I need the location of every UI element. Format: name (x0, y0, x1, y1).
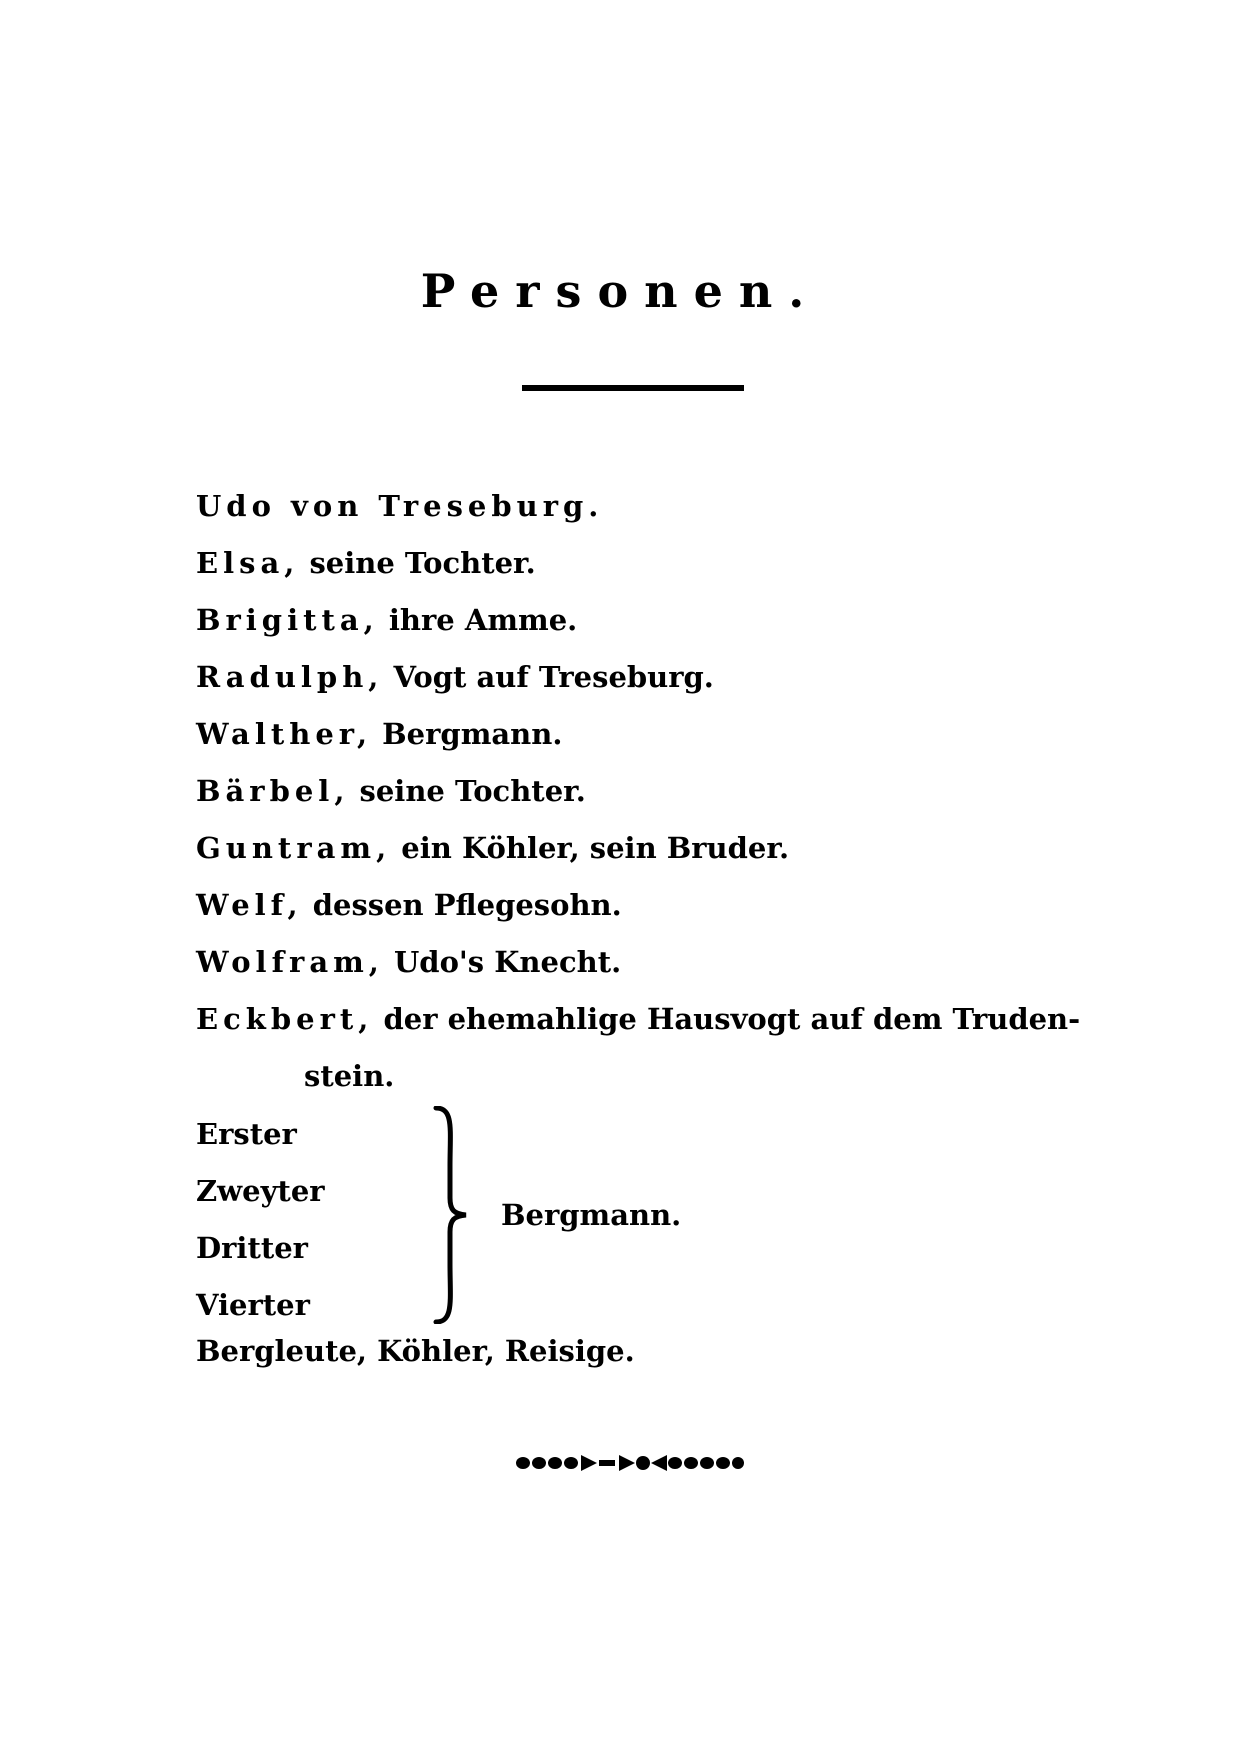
character-role: seine Tochter. (309, 546, 536, 580)
miner-ordinal: Dritter (196, 1231, 308, 1265)
miners-group (196, 1106, 896, 1334)
character-name: Eckbert, (196, 1002, 374, 1036)
character-role: Udo's Knecht. (394, 945, 622, 979)
miner-ordinal: Zweyter (196, 1174, 325, 1208)
character-entry (196, 877, 1096, 934)
character-entry (196, 706, 1096, 763)
extras-line: Bergleute, Köhler, Reisige. (196, 1334, 635, 1368)
character-entry (196, 991, 1096, 1048)
character-entry (196, 820, 1096, 877)
character-role: Vogt auf Treseburg. (393, 660, 714, 694)
character-entry (196, 535, 1096, 592)
character-entry (196, 592, 1096, 649)
character-role: Bergmann. (382, 717, 563, 751)
miner-ordinal: Erster (196, 1117, 297, 1151)
miners-list (196, 1106, 325, 1334)
character-entry (196, 649, 1096, 706)
character-name: Radulph, (196, 660, 384, 694)
character-name: Guntram, (196, 831, 392, 865)
character-entry (196, 478, 1096, 535)
character-role: ein Köhler, sein Bruder. (401, 831, 790, 865)
character-role: der ehemahlige Hausvogt auf dem Truden- (383, 1002, 1081, 1036)
miners-group-label: Bergmann. (501, 1198, 682, 1232)
character-list (196, 478, 1096, 1105)
character-name: Elsa, (196, 546, 300, 580)
character-entry (196, 763, 1096, 820)
character-name: Bärbel, (196, 774, 350, 808)
character-name: Welf, (196, 888, 303, 922)
character-entry-continuation: stein. (304, 1059, 395, 1093)
character-name: Walther, (196, 717, 373, 751)
page-title: Personen. (420, 264, 821, 318)
character-name: Brigitta, (196, 603, 379, 637)
character-entry (196, 934, 1096, 991)
character-name: Wolfram, (196, 945, 384, 979)
curly-brace-icon (432, 1106, 472, 1324)
character-role: dessen Pflegesohn. (312, 888, 622, 922)
title-rule (522, 385, 744, 391)
miner-ordinal: Vierter (196, 1288, 310, 1322)
character-name: Udo von Treseburg. (196, 489, 604, 523)
character-role: seine Tochter. (359, 774, 586, 808)
character-role: ihre Amme. (388, 603, 578, 637)
ornament-divider (515, 1451, 745, 1475)
